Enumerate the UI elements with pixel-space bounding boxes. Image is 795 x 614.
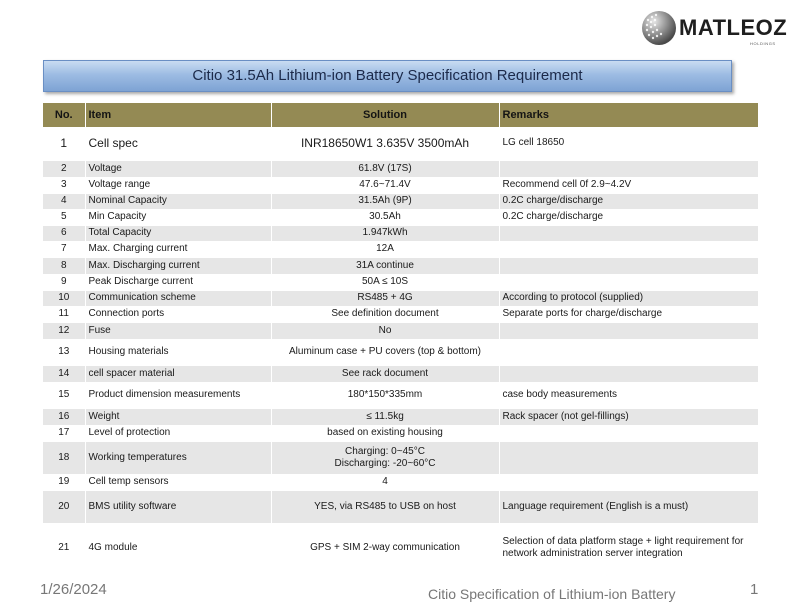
cell-no: 13 bbox=[43, 339, 85, 365]
cell-remarks bbox=[499, 241, 758, 257]
cell-solution: See definition document bbox=[271, 306, 499, 322]
cell-item: Voltage bbox=[85, 160, 271, 177]
cell-no: 11 bbox=[43, 306, 85, 322]
cell-solution: INR18650W1 3.635V 3500mAh bbox=[271, 127, 499, 160]
table-row bbox=[43, 490, 758, 523]
cell-item: Nominal Capacity bbox=[85, 193, 271, 209]
logo-globe-icon bbox=[640, 8, 676, 48]
cell-remarks bbox=[499, 425, 758, 441]
cell-solution: based on existing housing bbox=[271, 425, 499, 441]
cell-remarks bbox=[499, 474, 758, 490]
cell-solution: No bbox=[271, 322, 499, 339]
header-item: Item bbox=[85, 103, 271, 127]
cell-remarks: LG cell 18650 bbox=[499, 127, 758, 160]
footer-title: Citio Specification of Lithium-ion Battery bbox=[428, 586, 676, 602]
header-remarks: Remarks bbox=[499, 103, 758, 127]
cell-no: 6 bbox=[43, 225, 85, 241]
cell-item: Fuse bbox=[85, 322, 271, 339]
cell-solution: 180*150*335mm bbox=[271, 382, 499, 408]
cell-remarks: 0.2C charge/discharge bbox=[499, 193, 758, 209]
cell-item: cell spacer material bbox=[85, 365, 271, 382]
table-row bbox=[43, 408, 758, 425]
table-row bbox=[43, 441, 758, 474]
cell-solution: 47.6~71.4V bbox=[271, 177, 499, 193]
solution-line-discharging: Discharging: -20~60°C bbox=[334, 457, 436, 469]
cell-remarks bbox=[499, 160, 758, 177]
table-row bbox=[43, 274, 758, 290]
table-row bbox=[43, 365, 758, 382]
cell-solution bbox=[271, 441, 499, 474]
cell-item: 4G module bbox=[85, 523, 271, 573]
table-row bbox=[43, 474, 758, 490]
brand-subtitle: HOLDINGS bbox=[750, 41, 776, 46]
cell-no: 18 bbox=[43, 441, 85, 474]
cell-remarks: Recommend cell 0f 2.9~4.2V bbox=[499, 177, 758, 193]
cell-item: Working temperatures bbox=[85, 441, 271, 474]
cell-remarks: Selection of data platform stage + light requirement for network administration server integration bbox=[499, 523, 758, 573]
table-row bbox=[43, 306, 758, 322]
footer-date: 1/26/2024 bbox=[40, 581, 107, 598]
cell-remarks: Language requirement (English is a must) bbox=[499, 490, 758, 523]
table-header-row bbox=[43, 103, 758, 127]
table-row bbox=[43, 339, 758, 365]
cell-remarks: Rack spacer (not gel-fillings) bbox=[499, 408, 758, 425]
cell-no: 15 bbox=[43, 382, 85, 408]
cell-item: BMS utility software bbox=[85, 490, 271, 523]
cell-item: Housing materials bbox=[85, 339, 271, 365]
cell-no: 19 bbox=[43, 474, 85, 490]
cell-item: Max. Discharging current bbox=[85, 257, 271, 274]
cell-remarks: According to protocol (supplied) bbox=[499, 290, 758, 306]
cell-no: 1 bbox=[43, 127, 85, 160]
cell-item: Weight bbox=[85, 408, 271, 425]
table-row bbox=[43, 290, 758, 306]
cell-no: 4 bbox=[43, 193, 85, 209]
cell-solution: 30.5Ah bbox=[271, 209, 499, 225]
cell-item: Max. Charging current bbox=[85, 241, 271, 257]
cell-remarks bbox=[499, 365, 758, 382]
cell-solution: 31.5Ah (9P) bbox=[271, 193, 499, 209]
cell-item: Total Capacity bbox=[85, 225, 271, 241]
cell-item: Connection ports bbox=[85, 306, 271, 322]
cell-solution: 50A ≤ 10S bbox=[271, 274, 499, 290]
table-row bbox=[43, 177, 758, 193]
cell-item: Cell spec bbox=[85, 127, 271, 160]
brand-name: MATLEOZ bbox=[679, 15, 788, 40]
cell-solution: 31A continue bbox=[271, 257, 499, 274]
cell-solution: 4 bbox=[271, 474, 499, 490]
cell-item: Min Capacity bbox=[85, 209, 271, 225]
header-solution: Solution bbox=[271, 103, 499, 127]
cell-remarks bbox=[499, 322, 758, 339]
table-row bbox=[43, 425, 758, 441]
cell-no: 9 bbox=[43, 274, 85, 290]
cell-solution: 12A bbox=[271, 241, 499, 257]
table-row bbox=[43, 322, 758, 339]
cell-remarks bbox=[499, 225, 758, 241]
cell-remarks bbox=[499, 441, 758, 474]
cell-solution: 1.947kWh bbox=[271, 225, 499, 241]
cell-remarks bbox=[499, 257, 758, 274]
page-number: 1 bbox=[750, 581, 759, 598]
cell-no: 10 bbox=[43, 290, 85, 306]
brand-logo bbox=[640, 8, 790, 52]
cell-remarks bbox=[499, 274, 758, 290]
cell-solution: RS485 + 4G bbox=[271, 290, 499, 306]
cell-no: 17 bbox=[43, 425, 85, 441]
cell-solution: 61.8V (17S) bbox=[271, 160, 499, 177]
cell-item: Peak Discharge current bbox=[85, 274, 271, 290]
cell-solution: Aluminum case + PU covers (top & bottom) bbox=[271, 339, 499, 365]
spec-table bbox=[43, 103, 759, 574]
cell-item: Product dimension measurements bbox=[85, 382, 271, 408]
table-row bbox=[43, 382, 758, 408]
table-row bbox=[43, 193, 758, 209]
cell-solution: See rack document bbox=[271, 365, 499, 382]
table-row bbox=[43, 209, 758, 225]
cell-remarks bbox=[499, 339, 758, 365]
cell-remarks: 0.2C charge/discharge bbox=[499, 209, 758, 225]
solution-line-charging: Charging: 0~45°C bbox=[345, 445, 425, 457]
table-row bbox=[43, 127, 758, 160]
cell-item: Communication scheme bbox=[85, 290, 271, 306]
table-row bbox=[43, 523, 758, 573]
cell-no: 3 bbox=[43, 177, 85, 193]
table-row bbox=[43, 257, 758, 274]
cell-item: Voltage range bbox=[85, 177, 271, 193]
cell-no: 7 bbox=[43, 241, 85, 257]
cell-no: 5 bbox=[43, 209, 85, 225]
cell-no: 16 bbox=[43, 408, 85, 425]
table-row bbox=[43, 241, 758, 257]
cell-solution: ≤ 11.5kg bbox=[271, 408, 499, 425]
table-row bbox=[43, 160, 758, 177]
header-no: No. bbox=[43, 103, 85, 127]
cell-item: Level of protection bbox=[85, 425, 271, 441]
cell-no: 2 bbox=[43, 160, 85, 177]
table-row bbox=[43, 225, 758, 241]
page-title: Citio 31.5Ah Lithium-ion Battery Specification Requirement bbox=[43, 60, 732, 92]
cell-remarks: case body measurements bbox=[499, 382, 758, 408]
cell-no: 12 bbox=[43, 322, 85, 339]
cell-remarks: Separate ports for charge/discharge bbox=[499, 306, 758, 322]
cell-no: 14 bbox=[43, 365, 85, 382]
cell-no: 21 bbox=[43, 523, 85, 573]
cell-item: Cell temp sensors bbox=[85, 474, 271, 490]
cell-solution: GPS + SIM 2-way communication bbox=[271, 523, 499, 573]
cell-no: 20 bbox=[43, 490, 85, 523]
cell-no: 8 bbox=[43, 257, 85, 274]
cell-solution: YES, via RS485 to USB on host bbox=[271, 490, 499, 523]
